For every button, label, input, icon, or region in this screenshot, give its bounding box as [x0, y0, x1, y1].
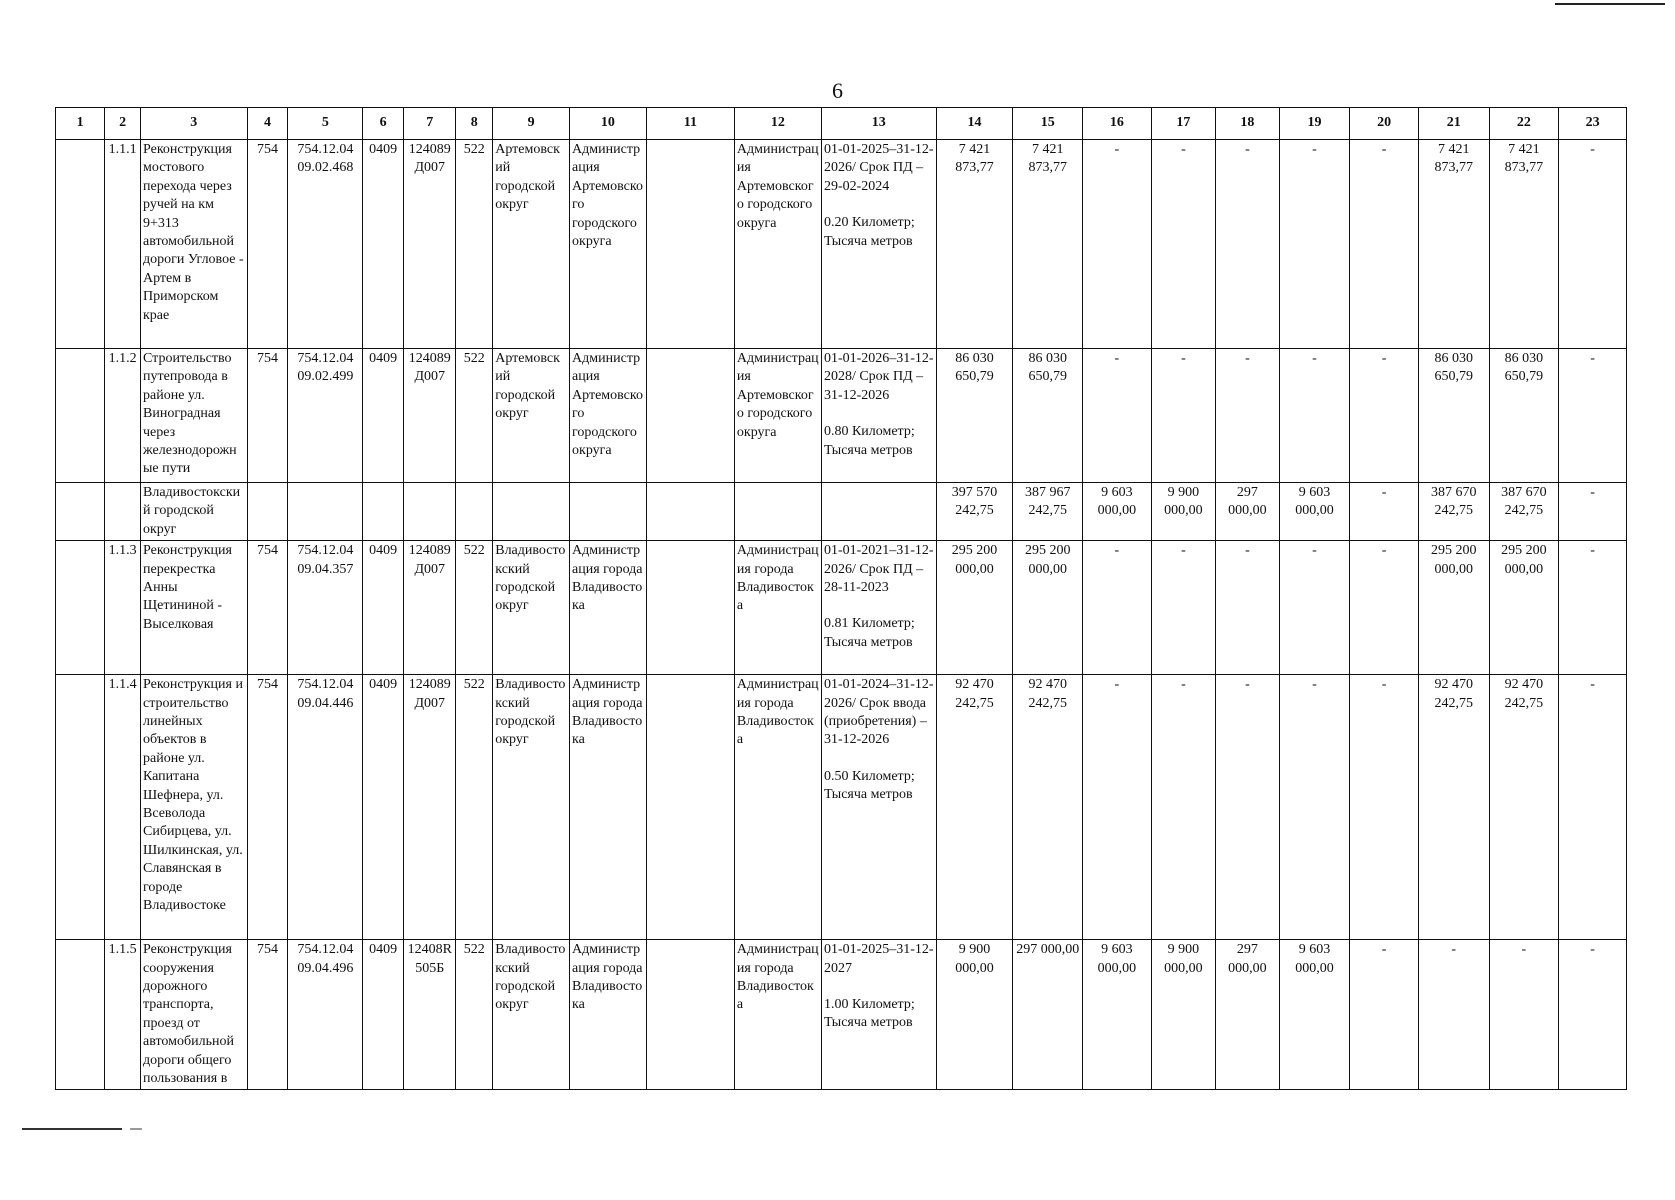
table-row	[56, 940, 1627, 1090]
column-header-18: 18	[1216, 108, 1279, 140]
cell-col-16: 9 603 000,00	[1083, 940, 1152, 1090]
deadline-text: 01-01-2024–31-12-2026/ Срок ввода (приобретения) – 31-12-2026	[823, 677, 934, 748]
cell-col-15: 387 967 242,75	[1013, 483, 1083, 541]
cell-col-12: Администрация Артемовского городского округа	[734, 140, 821, 349]
cell-col-2: 1.1.2	[105, 349, 141, 483]
column-header-19: 19	[1279, 108, 1350, 140]
cell-col-4: 754	[247, 140, 288, 349]
capacity-text: 0.81 Километр; Тысяча метров	[823, 616, 915, 650]
cell-col-6: 0409	[363, 349, 404, 483]
cell-col-13	[821, 541, 936, 675]
cell-col-18: -	[1216, 140, 1279, 349]
subtotal-row	[56, 483, 1627, 541]
cell-col-10: Администрация Артемовского городского округа	[570, 140, 647, 349]
cell-col-6: 0409	[363, 940, 404, 1090]
column-header-3: 3	[141, 108, 248, 140]
cell-col-21: 92 470 242,75	[1418, 675, 1489, 940]
column-header-22: 22	[1489, 108, 1559, 140]
cell-col-19: 9 603 000,00	[1279, 940, 1350, 1090]
table-row	[56, 675, 1627, 940]
cell-col-23: -	[1559, 940, 1627, 1090]
cell-col-4: 754	[247, 940, 288, 1090]
column-header-1: 1	[56, 108, 105, 140]
column-header-9: 9	[493, 108, 570, 140]
cell-col-23: -	[1559, 541, 1627, 675]
cell-col-16: -	[1083, 541, 1152, 675]
cell-col-11	[646, 483, 734, 541]
cell-col-13	[821, 483, 936, 541]
cell-col-9: Владивостокский городской округ	[493, 940, 570, 1090]
cell-col-14: 295 200 000,00	[936, 541, 1013, 675]
cell-col-12: Администрация города Владивостока	[734, 940, 821, 1090]
cell-col-18: -	[1216, 675, 1279, 940]
cell-col-22: 387 670 242,75	[1489, 483, 1559, 541]
column-header-2: 2	[105, 108, 141, 140]
column-header-23: 23	[1559, 108, 1627, 140]
cell-col-5: 754.12.04 09.04.496	[288, 940, 363, 1090]
cell-col-4: 754	[247, 541, 288, 675]
cell-col-4	[247, 483, 288, 541]
cell-col-2: 1.1.3	[105, 541, 141, 675]
deadline-text: 01-01-2025–31-12-2026/ Срок ПД – 29-02-2024	[823, 142, 934, 194]
cell-col-3: Реконструкция перекрестка Анны Щетининой - Выселковая	[141, 541, 248, 675]
cell-col-15: 92 470 242,75	[1013, 675, 1083, 940]
cell-col-9: Артемовский городской округ	[493, 349, 570, 483]
cell-col-20: -	[1350, 349, 1419, 483]
cell-col-6: 0409	[363, 675, 404, 940]
cell-col-13	[821, 675, 936, 940]
cell-col-18: 297 000,00	[1216, 483, 1279, 541]
cell-col-16: 9 603 000,00	[1083, 483, 1152, 541]
cell-col-22: -	[1489, 940, 1559, 1090]
cell-col-7: 124089 Д007	[404, 675, 456, 940]
cell-col-22: 92 470 242,75	[1489, 675, 1559, 940]
cell-col-5: 754.12.04 09.04.357	[288, 541, 363, 675]
column-header-16: 16	[1083, 108, 1152, 140]
column-header-17: 17	[1151, 108, 1216, 140]
cell-col-22: 295 200 000,00	[1489, 541, 1559, 675]
cell-col-20: -	[1350, 140, 1419, 349]
cell-col-6	[363, 483, 404, 541]
cell-col-2	[105, 483, 141, 541]
cell-col-9: Владивостокский городской округ	[493, 541, 570, 675]
cell-col-4: 754	[247, 675, 288, 940]
cell-col-8: 522	[456, 140, 493, 349]
cell-col-23: -	[1559, 349, 1627, 483]
cell-col-11	[646, 140, 734, 349]
column-header-11: 11	[646, 108, 734, 140]
cell-col-1	[56, 140, 105, 349]
cell-col-15: 7 421 873,77	[1013, 140, 1083, 349]
cell-col-13	[821, 349, 936, 483]
cell-col-1	[56, 349, 105, 483]
cell-col-16: -	[1083, 140, 1152, 349]
capacity-text: 0.80 Километр; Тысяча метров	[823, 424, 915, 458]
cell-col-6: 0409	[363, 541, 404, 675]
cell-col-3: Владивостокский городской округ	[141, 483, 248, 541]
cell-col-15: 297 000,00	[1013, 940, 1083, 1090]
cell-col-3: Реконструкция сооружения дорожного транспорта, проезд от автомобильной дороги общего пользования в	[141, 940, 248, 1090]
deadline-text: 01-01-2025–31-12-2027	[823, 942, 934, 976]
cell-col-12: Администрация города Владивостока	[734, 675, 821, 940]
cell-col-15: 295 200 000,00	[1013, 541, 1083, 675]
budget-table	[55, 107, 1627, 1090]
cell-col-5: 754.12.04 09.02.499	[288, 349, 363, 483]
cell-col-7: 12408R 505Б	[404, 940, 456, 1090]
cell-col-8: 522	[456, 940, 493, 1090]
cell-col-12: Администрация Артемовского городского округа	[734, 349, 821, 483]
column-header-7: 7	[404, 108, 456, 140]
column-header-21: 21	[1418, 108, 1489, 140]
cell-col-19: 9 603 000,00	[1279, 483, 1350, 541]
cell-col-18: -	[1216, 349, 1279, 483]
cell-col-11	[646, 675, 734, 940]
deadline-text: 01-01-2026–31-12-2028/ Срок ПД – 31-12-2026	[823, 351, 934, 403]
cell-col-17: 9 900 000,00	[1151, 483, 1216, 541]
cell-col-17: -	[1151, 541, 1216, 675]
cell-col-8: 522	[456, 675, 493, 940]
cell-col-16: -	[1083, 349, 1152, 483]
deadline-text: 01-01-2021–31-12-2026/ Срок ПД – 28-11-2023	[823, 543, 934, 596]
capacity-text: 0.50 Километр; Тысяча метров	[823, 768, 915, 803]
capacity-text: 1.00 Километр; Тысяча метров	[823, 997, 915, 1031]
cell-col-23: -	[1559, 483, 1627, 541]
cell-col-13	[821, 140, 936, 349]
cell-col-21: -	[1418, 940, 1489, 1090]
cell-col-5: 754.12.04 09.02.468	[288, 140, 363, 349]
column-header-5: 5	[288, 108, 363, 140]
cell-col-2: 1.1.4	[105, 675, 141, 940]
cell-col-10: Администрация города Владивостока	[570, 675, 647, 940]
cell-col-20: -	[1350, 940, 1419, 1090]
cell-col-7: 124089 Д007	[404, 140, 456, 349]
cell-col-23: -	[1559, 675, 1627, 940]
scan-edge-line	[22, 1128, 122, 1130]
cell-col-10: Администрация города Владивостока	[570, 541, 647, 675]
cell-col-1	[56, 940, 105, 1090]
cell-col-19: -	[1279, 349, 1350, 483]
cell-col-14: 9 900 000,00	[936, 940, 1013, 1090]
cell-col-17: -	[1151, 675, 1216, 940]
cell-col-9	[493, 483, 570, 541]
scan-edge-line	[130, 1128, 142, 1130]
column-header-4: 4	[247, 108, 288, 140]
cell-col-5	[288, 483, 363, 541]
cell-col-1	[56, 483, 105, 541]
cell-col-19: -	[1279, 140, 1350, 349]
cell-col-14: 7 421 873,77	[936, 140, 1013, 349]
cell-col-4: 754	[247, 349, 288, 483]
cell-col-11	[646, 940, 734, 1090]
cell-col-1	[56, 675, 105, 940]
cell-col-22: 86 030 650,79	[1489, 349, 1559, 483]
cell-col-21: 295 200 000,00	[1418, 541, 1489, 675]
cell-col-21: 7 421 873,77	[1418, 140, 1489, 349]
cell-col-1	[56, 541, 105, 675]
cell-col-10: Администрация Артемовского городского округа	[570, 349, 647, 483]
cell-col-22: 7 421 873,77	[1489, 140, 1559, 349]
table-row	[56, 140, 1627, 349]
cell-col-19: -	[1279, 541, 1350, 675]
header-row	[56, 108, 1627, 140]
column-header-12: 12	[734, 108, 821, 140]
cell-col-18: -	[1216, 541, 1279, 675]
cell-col-2: 1.1.1	[105, 140, 141, 349]
scan-edge-line	[1555, 3, 1665, 5]
page-number: 6	[832, 78, 843, 103]
cell-col-20: -	[1350, 483, 1419, 541]
cell-col-12	[734, 483, 821, 541]
cell-col-16: -	[1083, 675, 1152, 940]
cell-col-7: 124089 Д007	[404, 349, 456, 483]
cell-col-19: -	[1279, 675, 1350, 940]
cell-col-3: Строительство путепровода в районе ул. Виноградная через железнодорожные пути	[141, 349, 248, 483]
cell-col-8: 522	[456, 541, 493, 675]
cell-col-17: -	[1151, 140, 1216, 349]
cell-col-11	[646, 541, 734, 675]
cell-col-3: Реконструкция и строительство линейных объектов в районе ул. Капитана Шефнера, ул. Всеволода Сибирцева, ул. Шилкинская, ул. Славянская в городе Владивостоке	[141, 675, 248, 940]
cell-col-17: 9 900 000,00	[1151, 940, 1216, 1090]
cell-col-6: 0409	[363, 140, 404, 349]
column-header-8: 8	[456, 108, 493, 140]
cell-col-7	[404, 483, 456, 541]
cell-col-5: 754.12.04 09.04.446	[288, 675, 363, 940]
cell-col-10: Администрация города Владивостока	[570, 940, 647, 1090]
cell-col-3: Реконструкция мостового перехода через ручей на км 9+313 автомобильной дороги Угловое - Артем в Приморском крае	[141, 140, 248, 349]
cell-col-8	[456, 483, 493, 541]
cell-col-17: -	[1151, 349, 1216, 483]
cell-col-21: 86 030 650,79	[1418, 349, 1489, 483]
cell-col-8: 522	[456, 349, 493, 483]
cell-col-9: Артемовский городской округ	[493, 140, 570, 349]
cell-col-21: 387 670 242,75	[1418, 483, 1489, 541]
cell-col-10	[570, 483, 647, 541]
column-header-6: 6	[363, 108, 404, 140]
table-row	[56, 541, 1627, 675]
cell-col-7: 124089 Д007	[404, 541, 456, 675]
table-row	[56, 349, 1627, 483]
cell-col-20: -	[1350, 675, 1419, 940]
cell-col-20: -	[1350, 541, 1419, 675]
column-header-10: 10	[570, 108, 647, 140]
column-header-14: 14	[936, 108, 1013, 140]
cell-col-12: Администрация города Владивостока	[734, 541, 821, 675]
column-header-20: 20	[1350, 108, 1419, 140]
cell-col-23: -	[1559, 140, 1627, 349]
cell-col-14: 397 570 242,75	[936, 483, 1013, 541]
cell-col-15: 86 030 650,79	[1013, 349, 1083, 483]
cell-col-14: 86 030 650,79	[936, 349, 1013, 483]
column-header-15: 15	[1013, 108, 1083, 140]
cell-col-13	[821, 940, 936, 1090]
cell-col-9: Владивостокский городской округ	[493, 675, 570, 940]
cell-col-2: 1.1.5	[105, 940, 141, 1090]
capacity-text: 0.20 Километр; Тысяча метров	[823, 215, 915, 249]
cell-col-11	[646, 349, 734, 483]
cell-col-14: 92 470 242,75	[936, 675, 1013, 940]
cell-col-18: 297 000,00	[1216, 940, 1279, 1090]
column-header-13: 13	[821, 108, 936, 140]
